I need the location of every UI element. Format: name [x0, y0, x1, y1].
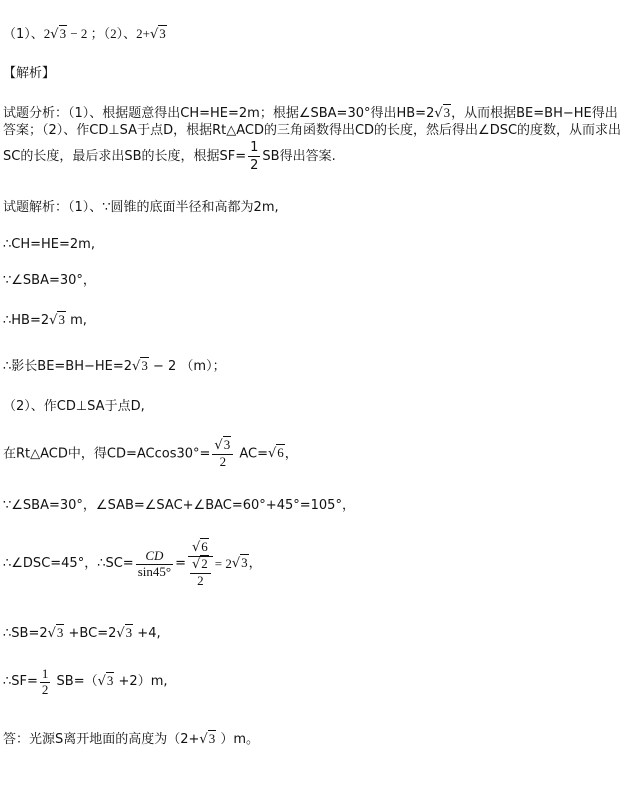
sqrt-3: √3 — [199, 731, 216, 747]
sqrt-3: √3 — [97, 673, 114, 690]
solution-line-10: ∴SF= $\frac{1}{2}$ SB=（√3 +2）m, — [3, 666, 168, 697]
sqrt-3: √3 — [132, 358, 148, 374]
answer-part1-tail: − 2 ；（2）、2+ — [67, 26, 150, 41]
analysis-paragraph — [3, 104, 627, 174]
sqrt-3: √3 — [231, 555, 248, 572]
sqrt-3: √3 — [49, 312, 65, 328]
solution-line-6: 在Rt△ACD中，得CD=ACcos30°= $\frac{√3}{2}$ AC=√6， — [3, 437, 298, 469]
solution-line-8: ∴∠DSC=45°，∴SC= $\frac{CD}{\sin 45^\circ}$ = $\frac{√6}{\frac{√2}{2}}$ = 2√3， — [3, 539, 262, 588]
sqrt-3: √3 — [116, 625, 133, 641]
fraction-one-half: $\frac{1}{2}$ — [41, 666, 49, 697]
solution-line-9: ∴SB=2√3 +BC=2√3 +4, — [3, 625, 161, 641]
analysis-text-2: ，从而根据BE=BH−HE得出答案；（2）、作CD⊥SA于点D，根据Rt△ACD的三角函数得出CD的长度，然后得出∠DSC的度数，从而求出SC的长度，最后求出SB的长度，根据SF= — [3, 106, 622, 164]
solution-line-5: （2）、作CD⊥SA于点D, — [3, 399, 145, 414]
solution-line-3: ∴HB=2√3 m, — [3, 312, 87, 328]
fraction-sqrt3-over-2: $\frac{√3}{2}$ — [212, 438, 233, 470]
solution-intro: 试题解析：（1）、∵圆锥的底面半径和高都为2m, — [3, 200, 279, 215]
fraction-one-half: $\frac{1}{2}$ — [250, 140, 259, 173]
fraction-cd-over-sin45: $\frac{CD}{\sin 45^\circ}$ — [137, 547, 172, 579]
sqrt-3: √3 — [434, 105, 451, 121]
solution-line-7: ∵∠SBA=30°，∠SAB=∠SAC+∠BAC=60°+45°=105°， — [3, 498, 355, 513]
sqrt-6: √6 — [268, 445, 284, 462]
answer-part1-coef: 2 — [43, 26, 51, 41]
final-answer: 答：光源S离开地面的高度为（2+√3 ）m。 — [3, 731, 260, 747]
fraction-sqrt6-over-sqrt2-half: $\frac{√6}{\frac{√2}{2}}$ — [188, 540, 213, 589]
answer-part1-label: （1）、 — [3, 27, 44, 42]
sqrt-3: √3 — [47, 625, 64, 641]
sqrt-3: √3 — [150, 26, 166, 42]
jiexi-heading: 【解析】 — [3, 66, 56, 81]
answer-line — [3, 27, 627, 43]
solution-line-4: ∴影长BE=BH−HE=2√3 − 2 （m）； — [3, 358, 226, 374]
solution-line-1: ∴CH=HE=2m, — [3, 237, 95, 252]
solution-line-2: ∵∠SBA=30°， — [3, 273, 96, 288]
analysis-text-3: SB得出答案. — [262, 149, 336, 164]
sqrt-3: √3 — [50, 26, 67, 42]
analysis-text-1: 试题分析：（1）、根据题意得出CH=HE=2m；根据∠SBA=30°得出HB=2 — [3, 106, 435, 121]
